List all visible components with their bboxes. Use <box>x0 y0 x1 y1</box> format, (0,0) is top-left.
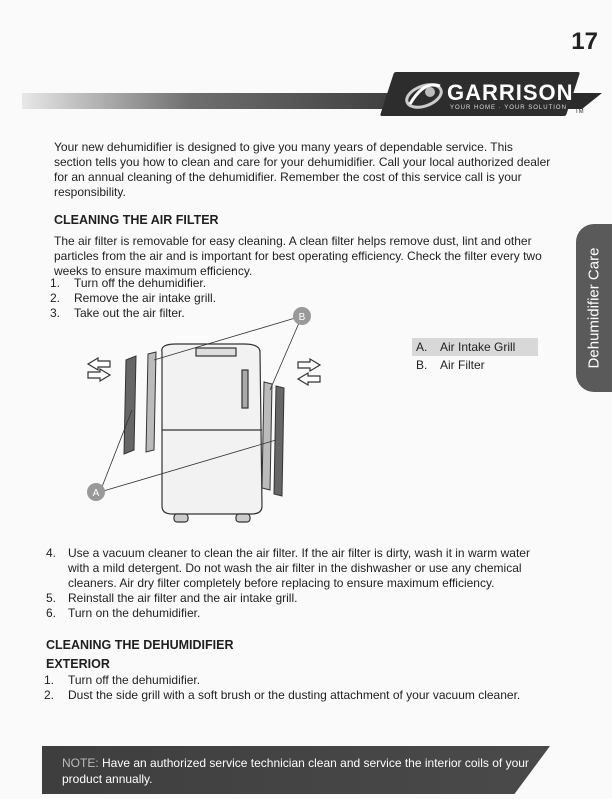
note-body: Have an authorized service technician clean and service the interior coils of your product annually. <box>62 756 529 786</box>
callout-a <box>87 483 105 501</box>
garrison-logo-icon <box>400 74 448 114</box>
svg-text:B: B <box>298 312 306 323</box>
filter-paragraph: The air filter is removable for easy cleaning. A clean filter helps remove dust, lint and other particles from the air and is important for best operating efficiency. Check the filter every two weeks to ensure maximum efficiency. <box>54 234 542 278</box>
cleaning-heading: CLEANING THE DEHUMIDIFIER <box>46 638 234 652</box>
list-item: 1. Turn off the dehumidifier. <box>44 673 201 687</box>
steps-list-c <box>44 673 520 703</box>
figure-legend <box>412 338 538 374</box>
intro-paragraph: Your new dehumidifier is designed to give you many years of dependable service. This section tells you how to clean and care for your dehumidifier. Call your local authorized dealer for an annual cleaning of the dehumidifier. Remember the cost of this service call is your responsibility. <box>54 140 551 199</box>
dehumidifier-figure <box>76 300 356 530</box>
list-item: 2. Dust the side grill with a soft brush or the dusting attachment of your vacuum cleaner. <box>44 688 521 702</box>
steps-list-b <box>46 546 551 621</box>
list-item: 6. Turn on the dehumidifier. <box>46 606 201 620</box>
list-item: 1. Turn off the dehumidifier. <box>50 276 207 290</box>
brand-tagline: YOUR HOME · YOUR SOLUTION <box>450 105 567 111</box>
list-item: 5. Reinstall the air filter and the air intake grill. <box>46 591 298 605</box>
note-label: NOTE: <box>62 756 99 770</box>
brand-trademark: TM <box>575 109 584 115</box>
note-text <box>62 755 532 787</box>
page-number: 17 <box>571 28 598 55</box>
callout-b <box>293 307 311 325</box>
section-side-tab <box>576 224 612 392</box>
filter-heading: CLEANING THE AIR FILTER <box>54 213 219 227</box>
list-item: 3. Take out the air filter. <box>50 306 185 320</box>
side-tab-label: Dehumidifier Care <box>585 247 603 369</box>
exterior-heading: EXTERIOR <box>46 657 110 671</box>
dehumidifier-unit <box>162 344 262 522</box>
legend-item: B. Air Filter <box>416 358 485 372</box>
legend-item: A. Air Intake Grill <box>412 338 538 356</box>
brand-name: GARRISON <box>447 80 574 105</box>
svg-text:A: A <box>92 488 100 499</box>
list-item: 2. Remove the air intake grill. <box>50 291 217 305</box>
list-item: 4. Use a vacuum cleaner to clean the air filter. If the air filter is dirty, wash it in warm water with a mild detergent. Do not wash the air filter in the dishwasher or use any chemical cleaners. Air dry filter completely before replacing to ensure maximum efficiency. <box>46 546 530 590</box>
